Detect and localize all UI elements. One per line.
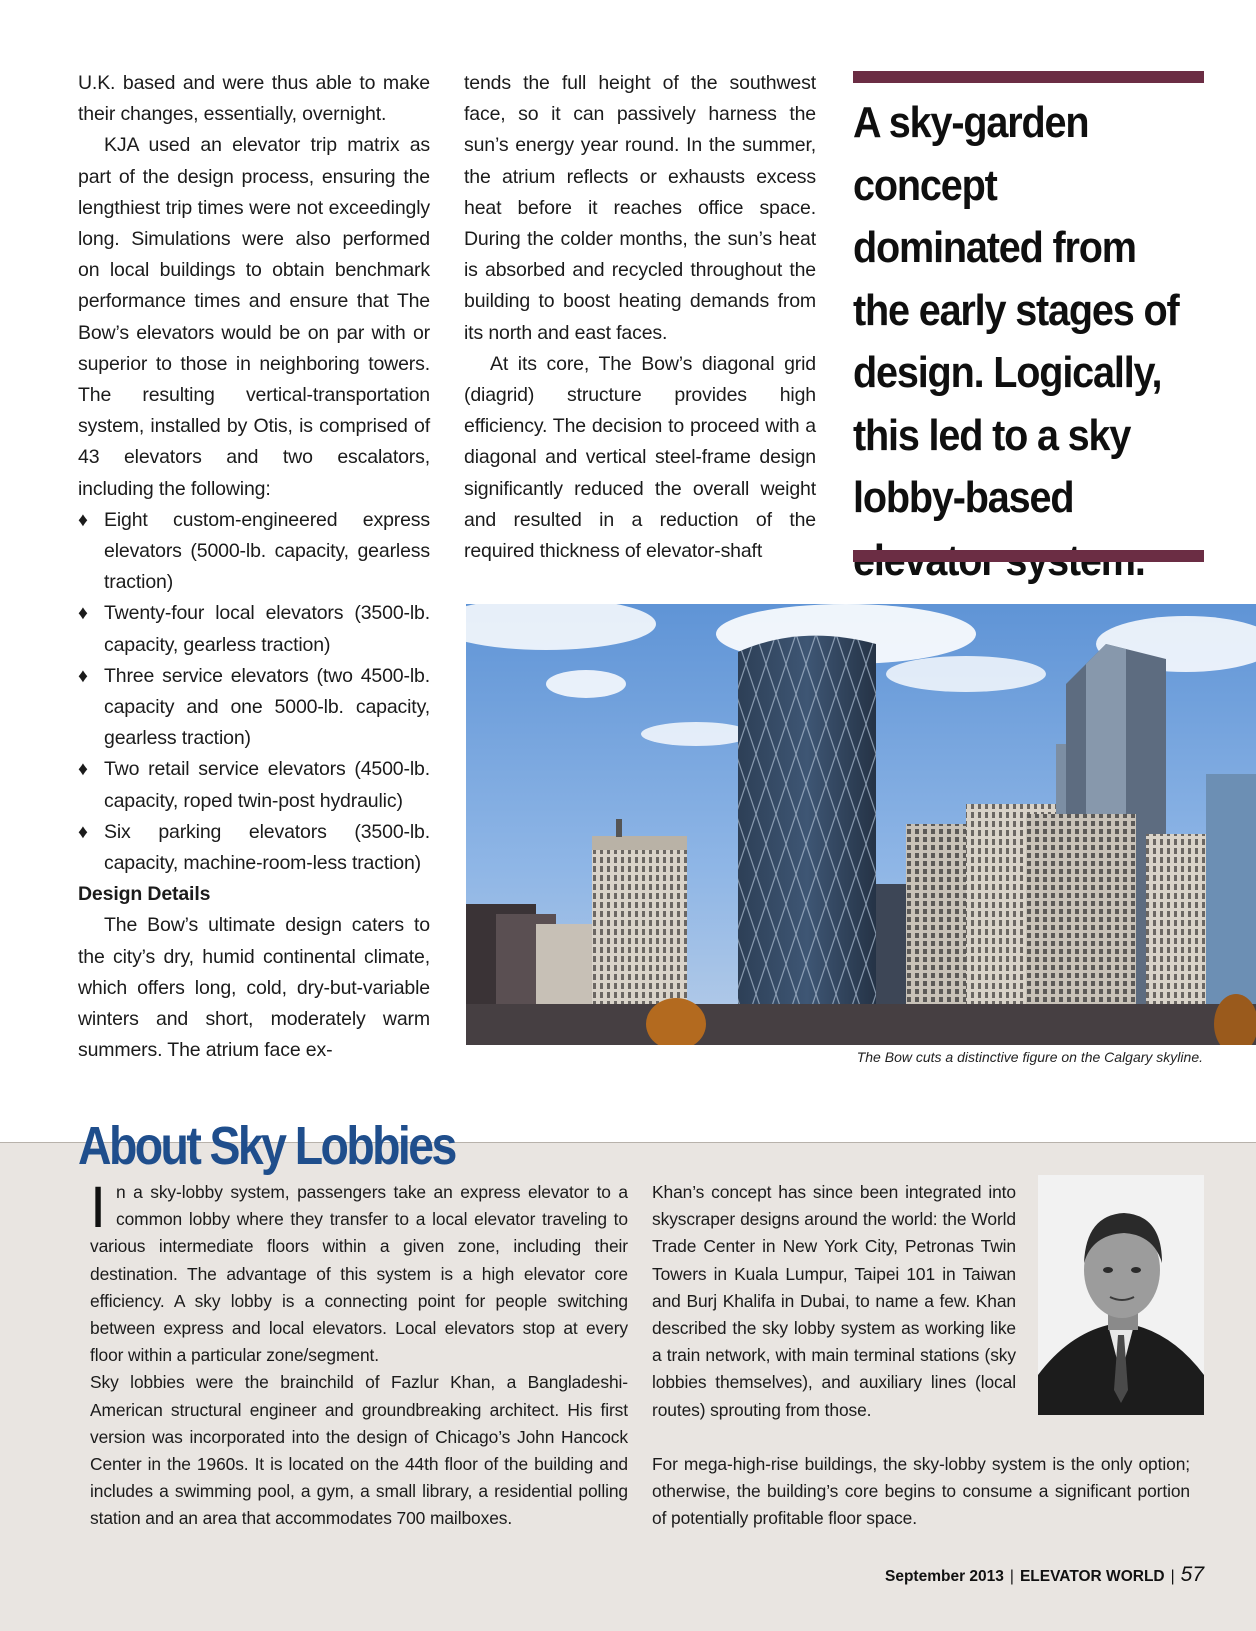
skyline-photo	[466, 604, 1256, 1045]
paragraph: KJA used an elevator trip matrix as part of the design process, ensuring the lengthiest trip times were not exceedingly long. Simulations were also performed on local buildings to obtain benchmark performance times and ensure that The Bow’s elevators would be on par with or superior to those in neighboring towers. The resulting vertical-transportation system, installed by Otis, is comprised of 43 elevators and two escalators, including the following:	[78, 134, 430, 500]
list-item: ♦ Six parking elevators (3500-lb. capacity, machine-room-less traction)	[78, 817, 430, 879]
calgary-skyline-image	[466, 604, 1256, 1045]
pull-quote: A sky-garden concept dominated from the early stages of design. Logically, this led to a sky lobby-based	[853, 98, 1179, 522]
list-item: ♦ Twenty-four local elevators (3500-lb. capacity, gearless traction)	[78, 598, 430, 660]
portrait-image	[1038, 1175, 1204, 1415]
article-column-1	[78, 68, 430, 1067]
paragraph: For mega-high-rise buildings, the sky-lobby system is the only option; otherwise, the building’s core begins to consume a significant portion of potentially profitable floor space.	[652, 1454, 1190, 1529]
diamond-bullet-icon: ♦	[78, 508, 88, 531]
diamond-bullet-icon: ♦	[78, 758, 88, 781]
sidebar-column-right	[652, 1179, 1016, 1424]
paragraph: U.K. based and were thus able to make their changes, essentially, overnight.	[78, 72, 430, 126]
diamond-bullet-icon: ♦	[78, 664, 88, 687]
photo-caption: The Bow cuts a distinctive figure on the Calgary skyline.	[856, 1049, 1203, 1065]
paragraph: Khan’s concept has since been integrated into skyscraper designs around the world: the World Trade Center in New York City, Petronas Twin Towers in Kuala Lumpur, Taipei 101 in Taiwan and Burj Khalifa in Dubai, to name a few. Khan described the sky lobby system as working like a train network, with main terminal stations (sky lobbies themselves), and auxiliary lines (local routes) sprouting from those.	[652, 1182, 1016, 1420]
section-subhead: Design Details	[78, 883, 211, 906]
pull-quote-top-rule	[853, 71, 1204, 83]
footer-separator: |	[1009, 1568, 1014, 1585]
sidebar-column-right-bottom	[652, 1451, 1190, 1533]
pull-quote-bottom-rule	[853, 550, 1204, 562]
list-item: ♦ Eight custom-engineered express elevators (5000-lb. capacity, gearless traction)	[78, 505, 430, 599]
publication-name: ELEVATOR WORLD	[1019, 1568, 1165, 1585]
footer-separator: |	[1170, 1568, 1175, 1585]
issue-date: September 2013	[885, 1568, 1004, 1585]
page-number: 57	[1180, 1563, 1204, 1586]
drop-cap: I	[90, 1175, 107, 1240]
fazlur-khan-portrait	[1038, 1175, 1204, 1415]
sidebar-column-left	[90, 1175, 628, 1533]
paragraph: In a sky-lobby system, passengers take an express elevator to a common lobby where they transfer to a local elevator traveling to various intermediate floors within a given zone, including their destination. The advantage of this system is a high elevator core efficiency. A sky lobby is a connecting point for people switching between express and local elevators. Local elevators stop at every floor within a particular zone/segment.	[90, 1175, 628, 1366]
sidebar-title: About Sky Lobbies	[78, 1116, 455, 1176]
paragraph: At its core, The Bow’s diagonal grid (diagrid) structure provides high efficiency. The decision to proceed with a diagonal and vertical steel-frame design significantly reduced the overall weight and resulted in a reduction of the required thickness of elevator-shaft	[464, 352, 816, 563]
paragraph: Sky lobbies were the brainchild of Fazlur Khan, a Bangladeshi-American structural engineer and groundbreaking architect. His first version was incorporated into the design of Chicago’s John Hancock Center in the 1960s. It is located on the 44th floor of the building and includes a swimming pool, a gym, a small library, a residential polling station and an area that accommodates 700 mailboxes.	[90, 1372, 628, 1529]
page-footer	[885, 1563, 1204, 1587]
list-item: ♦ Two retail service elevators (4500-lb. capacity, roped twin-post hydraulic)	[78, 754, 430, 816]
paragraph: The Bow’s ultimate design caters to the city’s dry, humid continental climate, which offers long, cold, dry-but-variable winters and short, moderately warm summers. The atrium face ex-	[78, 914, 430, 1062]
list-item: ♦ Three service elevators (two 4500-lb. capacity and one 5000-lb. capacity, gearless traction)	[78, 661, 430, 755]
article-column-2	[464, 68, 816, 567]
diamond-bullet-icon: ♦	[78, 602, 88, 625]
paragraph: tends the full height of the southwest face, so it can passively harness the sun’s energy year round. In the summer, the atrium reflects or exhausts excess heat before it reaches office space. During the colder months, the sun’s heat is absorbed and recycled throughout the building to boost heating demands from its north and east faces.	[464, 72, 816, 344]
diamond-bullet-icon: ♦	[78, 820, 88, 843]
elevator-list	[78, 505, 430, 879]
